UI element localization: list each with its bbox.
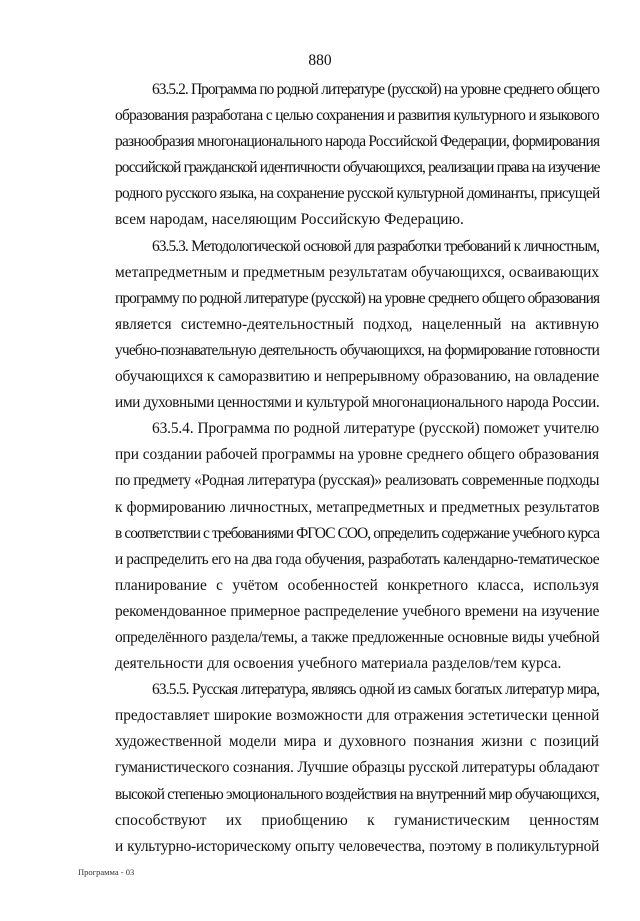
- document-body: [78, 77, 599, 860]
- text-line: метапредметным и предметным результатам обучающихся, осваивающих: [115, 263, 600, 281]
- text-line: по предмету «Родная литература (русская)» реализовать современные подходы: [115, 472, 599, 490]
- text-line: образования разработана с целью сохранения и развития культурного и языкового: [115, 107, 599, 125]
- text-line: способствуют их приобщению к гуманистическим ценностям: [115, 811, 600, 829]
- footer-label: Программа - 03: [78, 867, 135, 877]
- text-line: высокой степенью эмоционального воздействия на внутренний мир обучающихся,: [115, 785, 599, 803]
- text-line: и распределить его на два года обучения, разработать календарно-тематическое: [115, 550, 599, 568]
- paragraph-63-5-4: [78, 416, 599, 677]
- text-line: является системно-деятельностный подход, нацеленный на активную: [115, 315, 599, 333]
- text-line: и культурно-историческому опыту человечества, поэтому в поликультурной: [115, 837, 600, 855]
- text-line: всем народам, населяющим Российскую Федерацию.: [115, 211, 464, 229]
- text-line: 63.5.2. Программа по родной литературе (русской) на уровне среднего общего: [152, 81, 599, 98]
- text-line: гуманистического сознания. Лучшие образцы русской литературы обладают: [115, 759, 600, 777]
- text-line: планирование с учётом особенностей конкретного класса, используя: [115, 576, 599, 594]
- paragraph-63-5-3: [78, 234, 599, 417]
- text-line: художественной модели мира и духовного познания жизни с позиций: [115, 733, 599, 751]
- text-line: ими духовными ценностями и культурой многонационального народа России.: [115, 394, 600, 412]
- text-line: 63.5.4. Программа по родной литературе (русской) поможет учителю: [152, 420, 599, 438]
- text-line: родного русского языка, на сохранение русской культурной доминанты, присущей: [115, 185, 600, 203]
- text-line: российской гражданской идентичности обучающихся, реализации права на изучение: [115, 159, 600, 177]
- text-line: к формированию личностных, метапредметных и предметных результатов: [115, 498, 600, 516]
- page-number: 880: [308, 52, 332, 69]
- text-line: обучающихся к саморазвитию и непрерывному образованию, на овладение: [115, 368, 599, 386]
- text-line: в соответствии с требованиями ФГОС СОО, определить содержание учебного курса: [115, 524, 600, 542]
- text-line: разнообразия многонационального народа Российской Федерации, формирования: [115, 133, 600, 151]
- text-line: предоставляет широкие возможности для отражения эстетически ценной: [115, 707, 600, 725]
- text-line: 63.5.5. Русская литература, являясь одной из самых богатых литератур мира,: [152, 681, 600, 699]
- paragraph-63-5-5: [78, 677, 599, 860]
- text-line: рекомендованное примерное распределение учебного времени на изучение: [115, 602, 600, 620]
- paragraph-63-5-2: [78, 77, 599, 234]
- text-line: деятельности для освоения учебного материала разделов/тем курса.: [115, 655, 562, 673]
- text-line: определённого раздела/темы, а также предложенные основные виды учебной: [115, 628, 600, 646]
- text-line: 63.5.3. Методологической основой для разработки требований к личностным,: [152, 237, 599, 255]
- text-line: при создании рабочей программы на уровне среднего общего образования: [115, 446, 599, 464]
- text-line: учебно-познавательную деятельность обучающихся, на формирование готовности: [115, 341, 600, 359]
- text-line: программу по родной литературе (русской) на уровне среднего общего образования: [115, 289, 600, 307]
